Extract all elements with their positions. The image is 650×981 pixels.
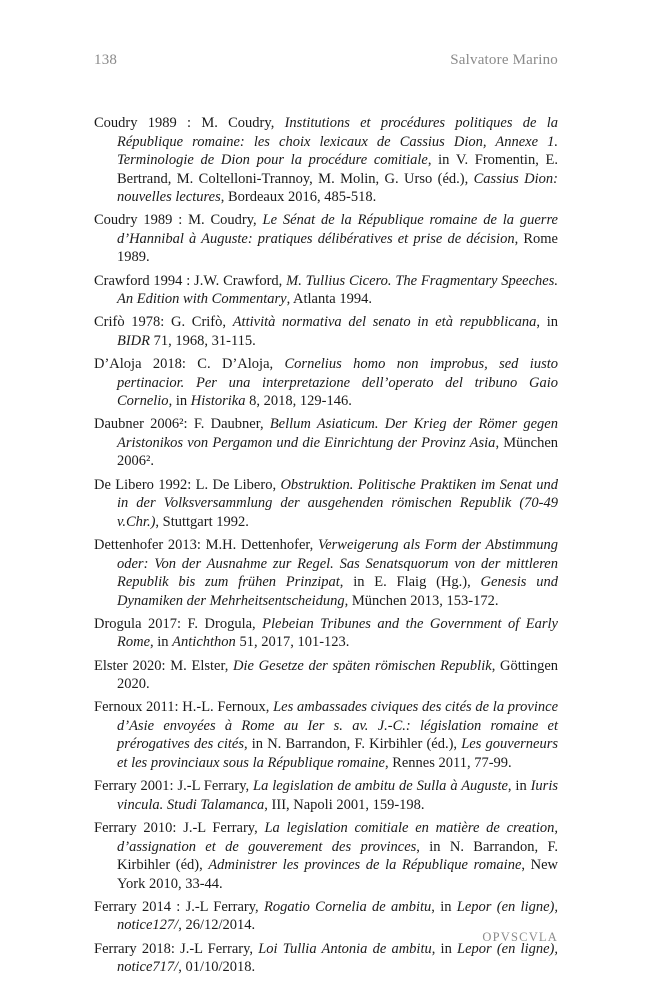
entry-text: , München 2006². — [117, 434, 559, 470]
entry-text: , III, Napoli 2001, 159-198. — [264, 796, 425, 813]
entry-title: BIDR — [117, 332, 151, 349]
bibliography-entry — [94, 615, 558, 652]
entry-title: Rogatio Cornelia de ambitu — [263, 898, 432, 915]
entry-text: Elster 2020: M. Elster, — [94, 657, 234, 674]
bibliography-entry — [94, 777, 558, 814]
entry-text: Crifò 1978: G. Crifò, — [94, 314, 233, 331]
bibliography-entry — [94, 114, 558, 207]
entry-text: 71, 1968, 31-115. — [150, 332, 256, 349]
entry-text: , in E. Flaig (Hg.), — [339, 574, 481, 591]
bibliography-entry — [94, 476, 558, 532]
bibliography-entry — [94, 819, 558, 893]
running-header — [94, 52, 558, 69]
bibliography-entry — [94, 415, 558, 471]
entry-text: , Göttingen 2020. — [117, 657, 559, 693]
entry-text: De Libero 1992: L. De Libero, — [94, 476, 281, 493]
bibliography-entry — [94, 698, 558, 772]
entry-text: , München 2013, 153-172. — [344, 592, 499, 609]
entry-text: , in — [150, 634, 173, 651]
entry-title: Iuris vincula. Studi Talamanca — [117, 778, 558, 813]
entry-text: , in — [431, 940, 458, 957]
entry-text: Coudry 1989 : M. Coudry, — [94, 115, 285, 131]
entry-text: Crawford 1994 : J.W. Crawford, — [94, 272, 287, 289]
entry-text: , in N. Barrandon, F. Kirbihler (éd.), — [243, 736, 462, 753]
entry-title: Antichthon — [172, 634, 236, 651]
entry-title: Loi Tullia Antonia de ambitu — [258, 940, 432, 957]
bibliography-entry — [94, 940, 558, 977]
entry-text: , in — [431, 898, 457, 915]
entry-text: D’Aloja 2018: C. D’Aloja, — [94, 356, 285, 373]
entry-title: Lepor (en ligne), notice127/ — [117, 898, 558, 934]
entry-text: , Rome 1989. — [117, 230, 558, 266]
entry-title: Plebeian Tribunes and the Government of Early Rome — [117, 615, 558, 651]
entry-text: Ferrary 2014 : J.-L Ferrary, — [94, 898, 264, 915]
entry-text: Ferrary 2018: J.-L Ferrary, — [94, 940, 259, 957]
running-author: Salvatore Marino — [450, 52, 558, 68]
entry-text: Fernoux 2011: H.-L. Fernoux, — [94, 699, 274, 716]
entry-title: Die Gesetze der späten römischen Republik — [233, 657, 492, 674]
entry-title: Cassius Dion: nouvelles lectures — [117, 170, 558, 205]
entry-text: , Stuttgart 1992. — [155, 513, 249, 530]
bibliography-entry — [94, 211, 558, 267]
entry-title: M. Tullius Cicero. The Fragmentary Speeches. An Edition with Commentary — [117, 272, 558, 308]
entry-text: , in — [536, 314, 558, 331]
entry-text: Coudry 1989 : M. Coudry, — [94, 212, 263, 229]
entry-text: , 01/10/2018. — [178, 959, 256, 976]
bibliography-entry — [94, 657, 558, 694]
entry-title: Lepor (en ligne), notice717/ — [117, 940, 558, 976]
entry-text: , in N. Barrandon, F. Kirbihler (éd), — [117, 838, 558, 874]
entry-title: Historika — [190, 393, 246, 410]
bibliography-entry — [94, 536, 558, 610]
entry-title: Les gouverneurs et les provinciaux sous la République romaine — [117, 736, 558, 771]
entry-title: Bellum Asiaticum. Der Krieg der Römer gegen Aristonikos von Pergamon und die Einrichtung der Provinz Asia — [117, 416, 558, 451]
entry-text: , Bordeaux 2016, 485-518. — [220, 189, 377, 205]
entry-text: , in — [507, 778, 531, 795]
entry-title: Attività normativa del senato in età repubblicana — [232, 314, 537, 331]
entry-text: Dettenhofer 2013: M.H. Dettenhofer, — [94, 537, 318, 554]
entry-text: Daubner 2006²: F. Daubner, — [94, 416, 270, 433]
entry-text: , in V. Fromentin, E. Bertrand, M. Coltelloni-Trannoy, M. Molin, G. Urso (éd.), — [117, 152, 559, 187]
entry-text: 51, 2017, 101-123. — [235, 634, 350, 651]
journal-footer: OPVSCVLA — [482, 930, 558, 944]
entry-text: Ferrary 2010: J.-L Ferrary, — [94, 820, 265, 837]
entry-text: , 26/12/2014. — [178, 917, 256, 934]
entry-text: Ferrary 2001: J.-L Ferrary, — [94, 778, 254, 795]
entry-title: Cornelius homo non improbus, sed iusto pertinacior. Per una interpretazione dell’operato del tribuno Gaio Cornelio — [117, 356, 558, 410]
entry-title: Genesis und Dynamiken der Mehrheitsentscheidung — [117, 574, 558, 609]
entry-title: La legislation de ambitu de Sulla à Auguste — [253, 778, 508, 795]
entry-title: Le Sénat de la République romaine de la guerre d’Hannibal à Auguste: pratiques délibératives et prise de décision — [117, 212, 558, 247]
bibliography-entry — [94, 355, 558, 411]
entry-title: Les ambassades civiques des cités de la province d’Asie envoyées à Rome au Ier s. av. J.-C.: législation romaine et prérogatives des cités — [117, 699, 559, 753]
entry-title: Verweigerung als Form der Abstimmung oder: Von der Ausnahme zur Regel. Sas Senatsquorum von der mittleren Republik bis zum frühen Prinzipat — [117, 537, 558, 591]
entry-text: , New York 2010, 33-44. — [117, 857, 558, 892]
page-number: 138 — [94, 52, 118, 68]
entry-title: Obstruktion. Politische Praktiken im Senat und in der Volksversammlung der ausgehenden römischen Republik (70-49 v.Chr.) — [117, 476, 558, 530]
entry-text: , Atlanta 1994. — [286, 291, 372, 308]
entry-title: Institutions et procédures politiques de la République romaine: les choix lexicaux de Cassius Dion, Annexe 1. Terminologie de Dion pour la procédure comitiale — [117, 115, 558, 168]
bibliography-entry — [94, 313, 558, 350]
entry-title: Administrer les provinces de la République romaine — [208, 857, 522, 874]
entry-text: , in — [168, 393, 191, 410]
bibliography-entry — [94, 272, 558, 309]
entry-title: La legislation comitiale en matière de creation, d’assignation et de gouverement des provinces — [117, 820, 558, 855]
entry-text: , Rennes 2011, 77-99. — [384, 754, 512, 771]
bibliography-list — [94, 114, 558, 981]
entry-text: 8, 2018, 129-146. — [245, 393, 352, 410]
entry-text: Drogula 2017: F. Drogula, — [94, 615, 263, 632]
